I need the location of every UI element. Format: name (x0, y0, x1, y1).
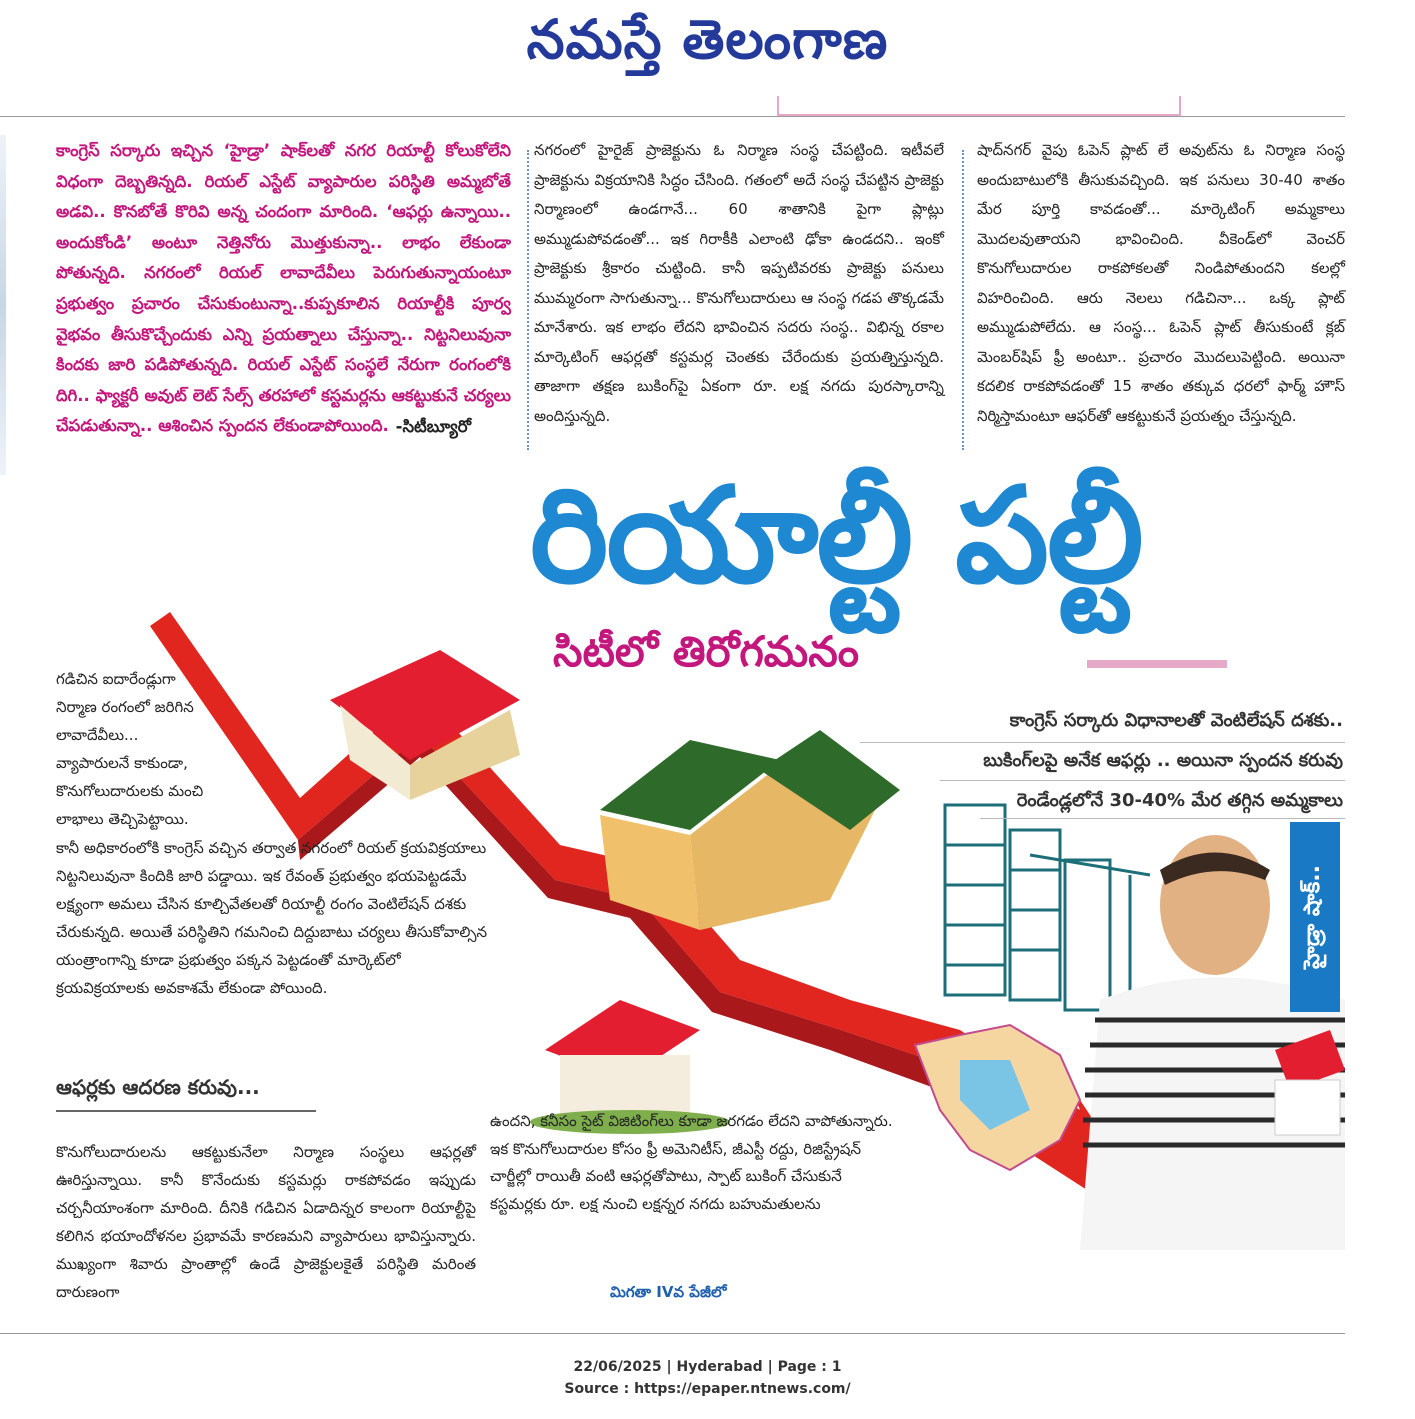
headline-main: రియాల్టీ పల్టీ (530, 459, 1142, 613)
deck-rule (980, 818, 1345, 819)
deck-2: బుకింగ్‌లపై అనేక ఆఫర్లు .. అయినా స్పందన కరువు (983, 750, 1343, 771)
body-text-4: ఉందని, కనీసం సైట్ విజిటింగ్‌లు కూడా జరగడం లేదని వాపోతున్నారు. ఇక కొనుగోలుదారుల కోసం ఫ్రీ అమెనిటీస్, జీఎస్టీ రద్దు, రిజిస్ట్రేషన్ చార్జీల్లో రాయితీ వంటి ఆఫర్లతోపాటు, స్పాట్ బుకింగ్ చేసుకునే కస్టమర్లకు రూ. లక్ష నుంచి లక్షన్నర నగదు బహుమతులను (490, 1112, 893, 1213)
body-text-2: కానీ అధికారంలోకి కాంగ్రెస్ వచ్చిన తర్వాత నగరంలో రియల్ క్రయవిక్రయాలు నిట్టనిలువునా కిందికి జారి పడ్డాయి. ఇక రేవంత్ ప్రభుత్వం భయపెట్టడమే లక్ష్యంగా అమలు చేసిన కూల్చివేతలతో రియాల్టీ రంగం వెంటిలేషన్ దశకు చేరుకున్నది. అయితే పరిస్థితిని గమనించి దిద్దుబాటు చర్యలు తీసుకోవాల్సిన యంత్రాంగాన్ని కూడా ప్రభుత్వం పక్కన పెట్టడంతో మార్కెట్‌లో క్రయవిక్రయాలకు అవకాశమే లేకుండా పోయింది. (56, 839, 487, 997)
column-divider (962, 150, 964, 450)
subheading: ఆఫర్లకు ఆదరణ కరువు... (56, 1075, 260, 1099)
deck-1: కాంగ్రెస్ సర్కారు విధానాలతో వెంటిలేషన్ దశకు.. (1009, 710, 1343, 731)
house-icon-2 (600, 730, 900, 930)
bottom-rule (0, 1333, 1345, 1334)
deck-rule (860, 742, 1345, 743)
body-text-3: కొనుగోలుదారులను ఆకట్టుకునేలా నిర్మాణ సంస్థలు ఆఫర్లతో ఊరిస్తున్నాయి. కానీ కొనేందుకు కస్టమర్లు రాకపోవడం ఇప్పుడు చర్చనీయాంశంగా మారింది. దీనికి గడిచిన ఏడాదిన్నర కాలంగా రియాల్టీపై కలిగిన భయాందోళనల ప్రభావమే కారణమని వ్యాపారులు భావిస్తున్నారు. ముఖ్యంగా శివారు ప్రాంతాల్లో ఉండే ప్రాజెక్టులకైతే పరిస్థితి మరింత దారుణంగా (56, 1143, 476, 1301)
footer (0, 1356, 1415, 1400)
deck-3: రెండేండ్లలోనే 30-40% మేర తగ్గిన అమ్మకాలు (1016, 790, 1343, 811)
subheading-rule (56, 1110, 316, 1112)
masthead-title: నమస్తే తెలంగాణ (526, 8, 889, 71)
body-text-1: గడిచిన ఐదారేండ్లుగా నిర్మాణ రంగంలో జరిగిన లావాదేవీలు... వ్యాపారులనే కాకుండా, కొనుగోలుదారులకు మంచి లాభాలు తెచ్చిపెట్టాయి. (56, 670, 204, 828)
headline-sub: సిటీలో తిరోగమనం (553, 627, 860, 676)
hydra-shock-label: హైడ్రా షాక్.. (1300, 865, 1325, 969)
footer-source[interactable]: Source : https://epaper.ntnews.com/ (564, 1381, 851, 1397)
column-divider (527, 150, 529, 450)
lead-text: కాంగ్రెస్ సర్కారు ఇచ్చిన ‘హైడ్రా’ షాక్‌లతో నగర రియాల్టీ కోలుకోలేని విధంగా దెబ్బతిన్నది. రియల్ ఎస్టేట్ వ్యాపారుల పరిస్థితి అమ్మబోతే అడవి.. కొనబోతే కొరివి అన్న చందంగా మారింది. ‘ఆఫర్లు ఉన్నాయి.. అందుకోండి’ అంటూ నెత్తినోరు మొత్తుకున్నా.. లాభం లేకుండా పోతున్నది. నగరంలో రియల్ లావాదేవీలు పెరుగుతున్నాయంటూ ప్రభుత్వం ప్రచారం చేసుకుంటున్నా..కుప్పకూలిన రియాల్టీకి పూర్వ వైభవం తీసుకొచ్చేందుకు ఎన్ని ప్రయత్నాలు చేస్తున్నా.. నిట్టనిలువునా కిందకు జారి పడిపోతున్నది. రియల్ ఎస్టేట్ సంస్థలే నేరుగా రంగంలోకి దిగి.. ఫ్యాక్టరీ అవుట్ లెట్ సేల్స్ తరహాలో కస్టమర్లను ఆకట్టుకునే చర్యలు చేపడుతున్నా.. ఆశించిన స్పందన లేకుండాపోయింది. (56, 141, 511, 436)
deck-rule (940, 780, 1345, 781)
headline-accent-bar (1087, 660, 1227, 668)
byline: -సిటీబ్యూరో (395, 416, 471, 436)
lead-paragraph (56, 136, 511, 443)
footer-date-page: 22/06/2025 | Hyderabad | Page : 1 (573, 1359, 842, 1375)
continued-on-page[interactable]: మిగతా IVవ పేజీలో (610, 1283, 727, 1301)
column-3-text: షాద్‌నగర్ వైపు ఓపెన్ ప్లాట్ లే అవుట్‌ను ఓ నిర్మాణ సంస్థ అందుబాటులోకి తీసుకువచ్చింది. ఇక పనులు 30-40 శాతం మేర పూర్తి కావడంతో... మార్కెటింగ్ అమ్మకాలు మొదలవుతాయని భావించింది. వీకెండ్‌లో వెంచర్ కొనుగోలుదారుల రాకపోకలతో నిండిపోతుందని కలల్లో విహరించింది. ఆరు నెలలు గడిచినా... ఒక్క ప్లాట్ అమ్ముడుపోలేదు. ఆ సంస్థ... ఓపెన్ ప్లాట్ తీసుకుంటే క్లబ్ మెంబర్‌షిప్ ఫ్రీ అంటూ.. ప్రచారం మొదలుపెట్టింది. అయినా కదలిక రాకపోవడంతో 15 శాతం తక్కువ ధరలో ఫార్మ్ హౌస్ నిర్మిస్తామంటూ ఆఫర్‌తో ఆకట్టుకునే ప్రయత్నం చేస్తున్నది. (977, 141, 1345, 425)
construction-buildings (945, 805, 1150, 1010)
column-2-text: నగరంలో హైరైజ్ ప్రాజెక్టును ఓ నిర్మాణ సంస్థ చేపట్టింది. ఇటీవలే ప్రాజెక్టును విక్రయానికి సిద్ధం చేసింది. గతంలో అదే సంస్థ చేపట్టిన ప్రాజెక్టు నిర్మాణంలో ఉండగానే... 60 శాతానికి పైగా ప్లాట్లు అమ్ముడుపోవడంతో... ఇక గిరాకీకి ఎలాంటి ఢోకా ఉండదని.. ఇంకో ప్రాజెక్టుకు శ్రీకారం చుట్టింది. కానీ ఇప్పటివరకు ప్రాజెక్టు పనులు ముమ్మరంగా సాగుతున్నా... కొనుగోలుదారులు ఆ సంస్థ గడప తొక్కడమే మానేశారు. ఇక లాభం లేదని భావించిన సదరు సంస్థ.. విభిన్న రకాల మార్కెటింగ్ ఆఫర్లతో కస్టమర్ల చెంతకు చేరేందుకు ప్రయత్నిస్తున్నది. తాజాగా తక్షణ బుకింగ్‌పై ఏకంగా రూ. లక్ష నగదు పురస్కారాన్ని అందిస్తున్నది. (534, 141, 944, 425)
hydra-shock-tag (1290, 822, 1340, 1012)
